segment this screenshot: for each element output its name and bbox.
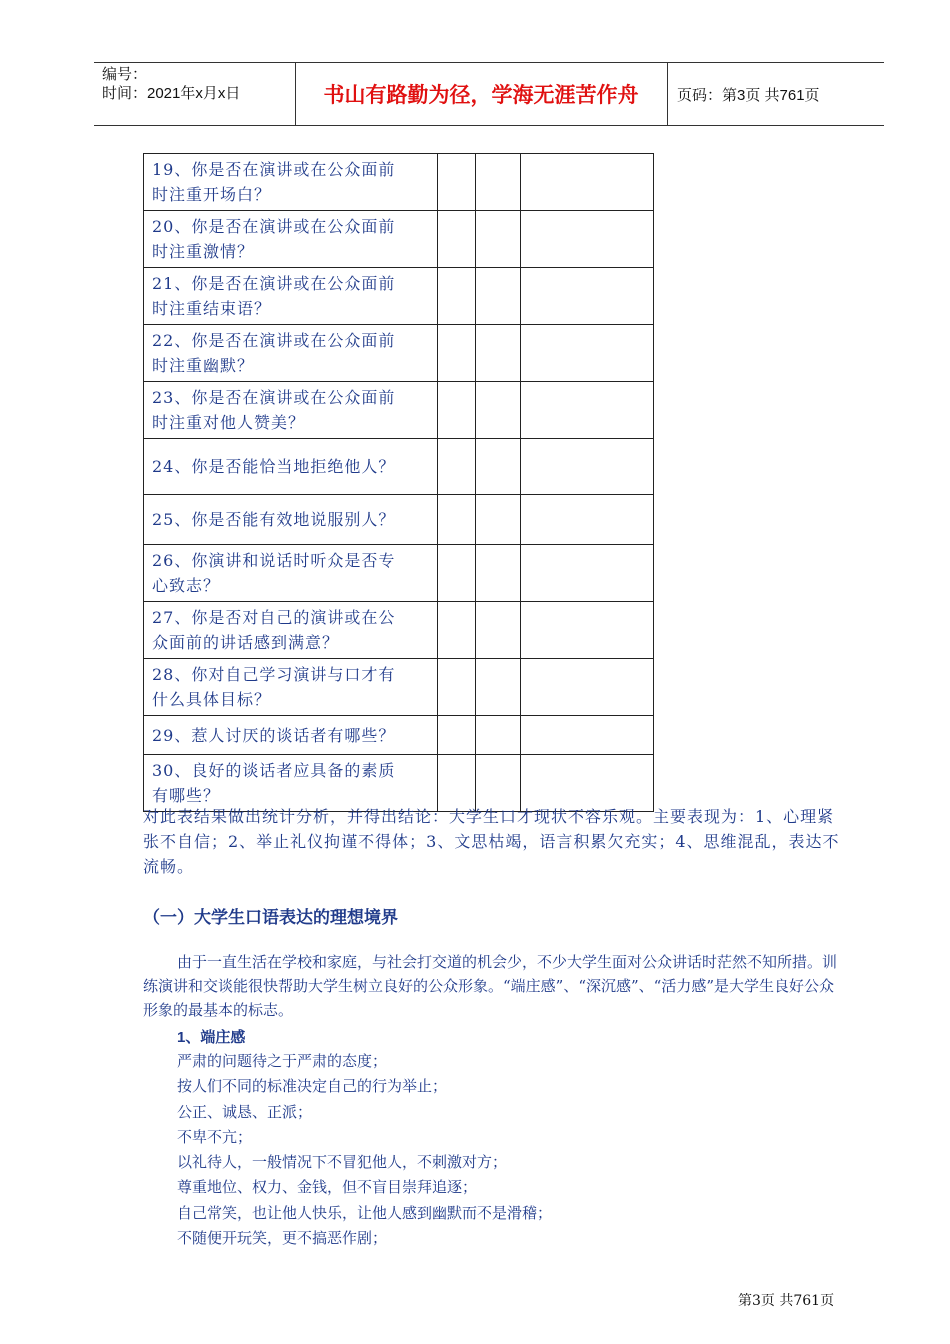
body-paragraph: 由于一直生活在学校和家庭，与社会打交道的机会少，不少大学生面对公众讲话时茫然不知所措。训练演讲和交谈能很快帮助大学生树立良好的公众形象。“端庄感”、“深沉感”、“活力感”是大学生良好公众形象的最基本的标志。	[143, 953, 838, 1019]
trait-list	[177, 1049, 552, 1251]
answer-cell[interactable]	[521, 154, 654, 211]
answer-cell[interactable]	[521, 211, 654, 268]
list-item: 尊重地位、权力、金钱，但不盲目崇拜追逐；	[177, 1178, 478, 1197]
table-row	[144, 716, 654, 755]
answer-cell[interactable]	[521, 659, 654, 716]
answer-cell[interactable]	[438, 755, 476, 812]
answer-cell[interactable]	[438, 268, 476, 325]
answer-cell[interactable]	[476, 211, 521, 268]
answer-cell[interactable]	[476, 659, 521, 716]
table-row	[144, 439, 654, 495]
question-cell: 19、你是否在演讲或在公众面前 时注重开场白？	[144, 154, 438, 211]
answer-cell[interactable]	[521, 268, 654, 325]
answer-cell[interactable]	[521, 602, 654, 659]
answer-cell[interactable]	[438, 154, 476, 211]
header-motto: 书山有路勤为径，学海无涯苦作舟	[323, 84, 639, 107]
header-number-label: 编号：	[102, 66, 148, 83]
question-cell: 26、你演讲和说话时听众是否专 心致志？	[144, 545, 438, 602]
answer-cell[interactable]	[476, 268, 521, 325]
answer-cell[interactable]	[521, 716, 654, 755]
answer-cell[interactable]	[476, 716, 521, 755]
question-cell: 29、惹人讨厌的谈话者有哪些？	[144, 716, 438, 755]
answer-cell[interactable]	[521, 755, 654, 812]
answer-cell[interactable]	[438, 382, 476, 439]
section-heading: （一）大学生口语表达的理想境界	[143, 908, 398, 927]
questionnaire-table	[143, 153, 654, 812]
table-row	[144, 382, 654, 439]
answer-cell[interactable]	[476, 602, 521, 659]
question-cell: 25、你是否能有效地说服别人？	[144, 495, 438, 545]
answer-cell[interactable]	[438, 716, 476, 755]
header-time-label: 时间：2021年x月x日	[102, 85, 241, 102]
answer-cell[interactable]	[521, 545, 654, 602]
answer-cell[interactable]	[521, 382, 654, 439]
table-row	[144, 602, 654, 659]
question-cell: 23、你是否在演讲或在公众面前 时注重对他人赞美？	[144, 382, 438, 439]
table-row	[144, 545, 654, 602]
answer-cell[interactable]	[476, 545, 521, 602]
page-footer: 第3页 共761页	[738, 1293, 835, 1309]
table-row	[144, 659, 654, 716]
list-item: 严肃的问题待之于严肃的态度；	[177, 1052, 388, 1070]
answer-cell[interactable]	[438, 325, 476, 382]
answer-cell[interactable]	[521, 439, 654, 495]
answer-cell[interactable]	[438, 439, 476, 495]
answer-cell[interactable]	[521, 495, 654, 545]
list-item: 自己常笑，也让他人快乐，让他人感到幽默而不是滑稽；	[177, 1203, 553, 1222]
page-header	[94, 62, 884, 126]
list-item: 不随便开玩笑，更不搞恶作剧；	[177, 1229, 388, 1248]
question-cell: 20、你是否在演讲或在公众面前 时注重激情？	[144, 211, 438, 268]
question-cell: 24、你是否能恰当地拒绝他人？	[144, 439, 438, 495]
answer-cell[interactable]	[438, 602, 476, 659]
table-row	[144, 211, 654, 268]
table-row	[144, 755, 654, 812]
answer-cell[interactable]	[438, 495, 476, 545]
answer-cell[interactable]	[476, 755, 521, 812]
list-item: 公正、诚恳、正派；	[177, 1102, 313, 1121]
question-cell: 30、良好的谈话者应具备的素质 有哪些？	[144, 755, 438, 812]
table-row	[144, 154, 654, 211]
question-cell: 21、你是否在演讲或在公众面前 时注重结束语？	[144, 268, 438, 325]
answer-cell[interactable]	[476, 382, 521, 439]
question-cell: 22、你是否在演讲或在公众面前 时注重幽默？	[144, 325, 438, 382]
list-item: 以礼待人，一般情况下不冒犯他人，不刺激对方；	[177, 1153, 508, 1172]
answer-cell[interactable]	[476, 439, 521, 495]
header-meta	[102, 65, 240, 103]
answer-cell[interactable]	[521, 325, 654, 382]
table-row	[144, 268, 654, 325]
answer-cell[interactable]	[476, 154, 521, 211]
answer-cell[interactable]	[438, 659, 476, 716]
answer-cell[interactable]	[476, 325, 521, 382]
answer-cell[interactable]	[438, 211, 476, 268]
answer-cell[interactable]	[438, 545, 476, 602]
question-cell: 27、你是否对自己的演讲或在公 众面前的讲话感到满意？	[144, 602, 438, 659]
subsection-heading: 1、端庄感	[177, 1029, 246, 1046]
answer-cell[interactable]	[476, 495, 521, 545]
header-page-info: 页码：第3页 共761页	[677, 87, 820, 104]
table-row	[144, 495, 654, 545]
question-cell: 28、你对自己学习演讲与口才有 什么具体目标？	[144, 659, 438, 716]
table-row	[144, 325, 654, 382]
list-item: 按人们不同的标准决定自己的行为举止；	[177, 1077, 448, 1096]
header-divider	[667, 63, 668, 125]
list-item: 不卑不亢；	[177, 1127, 253, 1146]
conclusion-paragraph: 对此表结果做出统计分析，并得出结论：大学生口才现状不容乐观。主要表现为：1、心理紧张不自信；2、举止礼仪拘谨不得体；3、文思枯竭，语言积累欠充实；4、思维混乱，表达不流畅。	[143, 807, 840, 876]
